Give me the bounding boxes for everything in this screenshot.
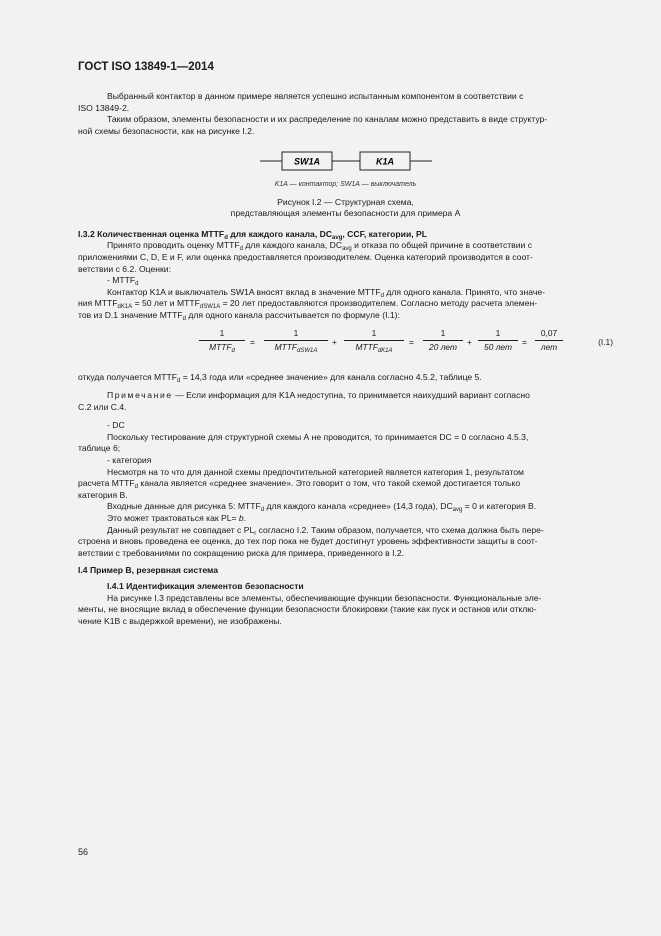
paragraph-continuation: менты, не вносящие вклад в обеспечение функции безопасности блокировки (такие как пуск и останов или отклю- xyxy=(78,604,537,615)
paragraph: Контактор K1A и выключатель SW1A вносят вклад в значение $MTTF_d$ для одного канала. Принято, что значе- xyxy=(107,286,545,299)
formula-fraction: 1 $MTTF_{dSW1A}$ xyxy=(264,328,328,354)
formula-plus: + xyxy=(332,336,337,347)
note: Примечание — Если информация для K1A недоступна, то принимается наихудший вариант согласно xyxy=(107,390,530,401)
formula-fraction: 1 $MTTF_{dK1A}$ xyxy=(344,328,404,354)
paragraph-continuation: категория B. xyxy=(78,489,128,500)
formula-equals: = xyxy=(409,336,414,347)
paragraph: Данный результат не совпадает с $PL_r$ согласно I.2. Таким образом, получается, что схема должна быть пере- xyxy=(107,524,544,537)
note-continuation: C.2 или C.4. xyxy=(78,401,127,412)
paragraph-continuation: ния $MTTF_{dK1A} = 50$ лет и $MTTF_{dSW1A} = 20$ лет предоставляются производителем. Согласно методу расчета элемен- xyxy=(78,298,538,311)
page-number: 56 xyxy=(78,847,89,857)
paragraph-continuation: тов из D.1 значение $MTTF_d$ для одного канала рассчитывается по формуле (I.1): xyxy=(78,309,400,322)
paragraph-continuation: расчета $MTTF_d$ канала является «среднее значение». Это говорит о том, что такой схемой достигается только xyxy=(78,478,521,491)
formula-fraction: 1 50 лет xyxy=(478,328,518,354)
formula-equals: = xyxy=(522,336,527,347)
paragraph-continuation: ной схемы безопасности, как на рисунке I.2. xyxy=(78,125,255,136)
list-item: - $MTTF_d$ xyxy=(107,275,139,288)
document-header: ГОСТ ISO 13849-1—2014 xyxy=(78,61,214,73)
structure-diagram xyxy=(78,149,613,177)
paragraph: Входные данные для рисунка 5: $MTTF_d$ для каждого канала «среднее» (14,3 года), $DC_{avg} = 0$ и категория B. xyxy=(107,501,537,514)
document-body xyxy=(78,91,613,627)
paragraph-continuation: ISO 13849-2. xyxy=(78,102,130,113)
formula-plus: + xyxy=(467,336,472,347)
paragraph-continuation: таблице 6; xyxy=(78,443,121,454)
list-item: - DC xyxy=(107,420,125,431)
section-heading: I.3.2 Количественная оценка $MTTF_d$ для каждого канала, $DC_{avg}$, CCF, категории, PL xyxy=(78,228,427,241)
formula-fraction: 1 $MTTF_d$ xyxy=(199,328,245,354)
figure-legend: K1A — контактор; SW1A — выключатель xyxy=(274,180,417,188)
formula-number: (I.1) xyxy=(598,336,613,347)
paragraph: Это может трактоваться как PL= b. xyxy=(107,513,247,524)
figure-caption: Рисунок I.2 — Структурная схема, xyxy=(277,196,414,207)
paragraph-continuation: приложениями C, D, E и F, или оценка предоставляется производителем. Оценка категорий производится в соот- xyxy=(78,251,533,262)
k1a-label: K1A xyxy=(375,156,394,167)
sw1a-label: SW1A xyxy=(293,156,320,167)
section-heading: I.4 Пример B, резервная система xyxy=(78,565,219,576)
formula-i1 xyxy=(78,328,613,368)
formula-fraction: 0,07 лет xyxy=(535,328,563,354)
paragraph: откуда получается $MTTF_d = 14,3$ года или «среднее значение» для канала согласно 4.5.2, таблице 5. xyxy=(78,371,482,384)
paragraph-continuation: чение K1B с выдержкой времени), не изображены. xyxy=(78,615,282,626)
figure-caption: представляющая элементы безопасности для примера А xyxy=(230,208,461,219)
paragraph: Несмотря на то что для данной схемы предпочтительной категорией является категория 1, результатом xyxy=(107,466,524,477)
formula-equals: = xyxy=(250,336,255,347)
paragraph-continuation: ветствии с 6.2. Оценки: xyxy=(78,263,171,274)
paragraph: На рисунке I.3 представлены все элементы, обеспечивающие функции безопасности. Функциональные эле- xyxy=(107,592,542,603)
paragraph: Принято проводить оценку $MTTF_d$ для каждого канала, $DC_{avg}$ и отказа по общей причине в соответствии с xyxy=(107,240,533,253)
paragraph: Таким образом, элементы безопасности и их распределение по каналам можно представить в виде структур- xyxy=(107,114,548,125)
structure-diagram-svg xyxy=(260,149,432,173)
list-item: - категория xyxy=(107,455,152,466)
subsection-heading: I.4.1 Идентификация элементов безопасности xyxy=(107,581,304,591)
paragraph: Поскольку тестирование для структурной схемы А не проводится, то принимается DC = 0 согласно 4.5.3, xyxy=(107,431,529,442)
paragraph: Выбранный контактор в данном примере является успешно испытанным компонентом в соответствии с xyxy=(107,91,524,101)
paragraph-continuation: ветствии с требованиями по сокращению риска для примера, приведенного в I.2. xyxy=(78,547,405,558)
paragraph-continuation: строена и вновь проведена ее оценка, до тех пор пока не будет достигнут уровень эффективности защиты в соот- xyxy=(78,536,538,547)
formula-fraction: 1 20 лет xyxy=(423,328,463,354)
